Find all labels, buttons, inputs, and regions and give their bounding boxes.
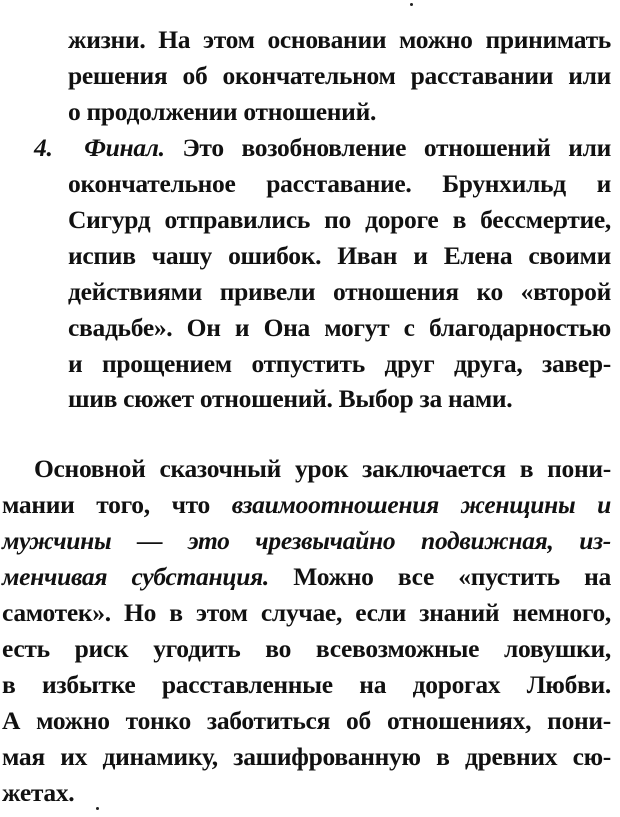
- text-line: в избытке расставленные на дорогах Любви.: [2, 670, 611, 699]
- text-line: и прощением отпустить друг друга, завер-: [68, 349, 611, 378]
- text-line: решения об окончательном расставании или: [68, 61, 611, 90]
- text-line: [2, 492, 611, 518]
- text-line: окончательное расставание. Брунхильд и: [68, 169, 611, 198]
- text-line: [34, 135, 611, 161]
- text-span: мании того, что: [2, 490, 232, 519]
- list-item-term: Финал.: [84, 133, 165, 162]
- emphasis-line: мужчины — это чрезвычайно подвижная, из-: [2, 526, 611, 555]
- text-line: А можно тонко заботиться об отношениях, пони-: [2, 706, 611, 735]
- text-line: Основной сказочный урок заключается в пони-: [34, 454, 611, 483]
- speck: [410, 3, 413, 6]
- list-item-text: Это возобновление отношений или: [164, 133, 611, 162]
- list-item-number: 4.: [34, 133, 53, 162]
- text-line: действиями привели отношения ко «второй: [68, 277, 611, 306]
- text-line: [2, 564, 611, 590]
- text-line: о продолжении отношений.: [68, 97, 377, 126]
- text-line: шив сюжет отношений. Выбор за нами.: [68, 384, 513, 413]
- text-line: жизни. На этом основании можно принимать: [68, 25, 611, 54]
- text-line: мая их динамику, зашифрованную в древних сю-: [2, 742, 611, 771]
- emphasis-span: менчивая субстанция.: [2, 562, 269, 591]
- text-line: свадьбе». Он и Она могут с благодарностью: [68, 313, 611, 342]
- speck: [96, 807, 99, 810]
- text-line: самотек». Но в этом случае, если знаний немного,: [2, 598, 611, 627]
- text-line: жетах.: [2, 778, 75, 807]
- text-span: Можно все «пустить на: [269, 562, 611, 591]
- text-line: испив чашу ошибок. Иван и Елена своими: [68, 241, 611, 270]
- text-line: Сигурд отправились по дороге в бессмертие,: [68, 205, 611, 234]
- emphasis-span: взаимоотношения женщины и: [231, 490, 611, 519]
- text-line: есть риск угодить во всевозможные ловушки,: [2, 634, 611, 663]
